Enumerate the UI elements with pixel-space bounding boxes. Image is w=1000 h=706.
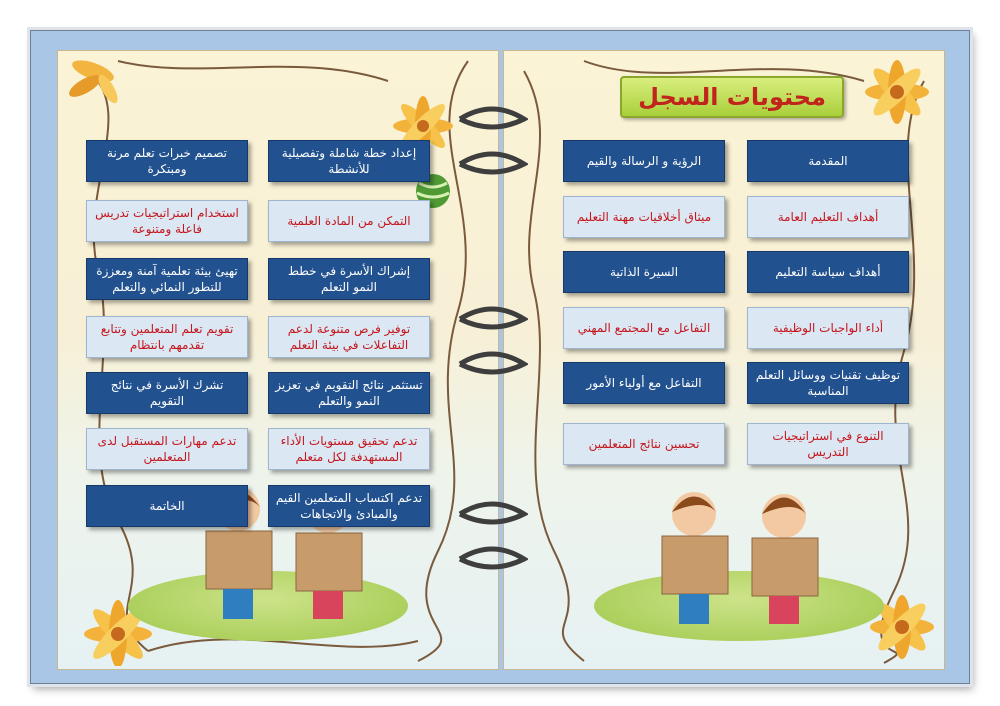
item-parents[interactable]: التفاعل مع أولياء الأمور: [563, 362, 725, 404]
item-learning-experiences[interactable]: تصميم خبرات تعلم مرنة ومبتكرة: [86, 140, 248, 182]
item-activities-plan[interactable]: إعداد خطة شاملة وتفصيلية للأنشطة: [268, 140, 430, 182]
item-professional-community[interactable]: التفاعل مع المجتمع المهني: [563, 307, 725, 349]
item-teaching-strategies[interactable]: التنوع في استراتيجيات التدريس: [747, 423, 909, 465]
item-performance-levels[interactable]: تدعم تحقيق مستويات الأداء المستهدفة لكل متعلم: [268, 428, 430, 470]
item-ethics-charter[interactable]: ميثاق أخلاقيات مهنة التعليم: [563, 196, 725, 238]
item-conclusion[interactable]: الخاتمة: [86, 485, 248, 527]
item-introduction[interactable]: المقدمة: [747, 140, 909, 182]
item-future-skills[interactable]: تدعم مهارات المستقبل لدى المتعلمين: [86, 428, 248, 470]
binder-ring-icon: [456, 500, 528, 526]
page-title: محتويات السجل: [620, 76, 844, 118]
item-learner-assessment[interactable]: تقويم تعلم المتعلمين وتتابع تقدمهم بانتظام: [86, 316, 248, 358]
binder-ring-icon: [456, 105, 528, 131]
item-learning-tech[interactable]: توظيف تقنيات ووسائل التعلم المناسبة: [747, 362, 909, 404]
item-learner-results[interactable]: تحسين نتائج المتعلمين: [563, 423, 725, 465]
item-cv[interactable]: السيرة الذاتية: [563, 251, 725, 293]
item-policy-goals[interactable]: أهداف سياسة التعليم: [747, 251, 909, 293]
children-reading-illustration-right: [644, 476, 844, 646]
item-evaluation-results[interactable]: تستثمر نتائج التقويم في تعزيز النمو والتعلم: [268, 372, 430, 414]
item-family-assessment[interactable]: تشرك الأسرة في نتائج التقويم: [86, 372, 248, 414]
item-family-involvement[interactable]: إشراك الأسرة في خطط النمو التعلم: [268, 258, 430, 300]
item-subject-mastery[interactable]: التمكن من المادة العلمية: [268, 200, 430, 242]
item-job-duties[interactable]: أداء الواجبات الوظيفية: [747, 307, 909, 349]
binder-ring-icon: [456, 350, 528, 376]
binder-ring-icon: [456, 305, 528, 331]
binder-ring-icon: [456, 545, 528, 571]
item-general-goals[interactable]: أهداف التعليم العامة: [747, 196, 909, 238]
item-vision-mission[interactable]: الرؤية و الرسالة والقيم: [563, 140, 725, 182]
item-interaction-opportunities[interactable]: توفير فرص متنوعة لدعم التفاعلات في بيئة التعلم: [268, 316, 430, 358]
flower-icon-right: [859, 56, 934, 126]
item-safe-environment[interactable]: تهيئ بيئة تعلمية آمنة ومعززة للتطور النمائي والتعلم: [86, 258, 248, 300]
leaves-icon: [63, 51, 133, 111]
binder-ring-icon: [456, 150, 528, 176]
item-effective-strategies[interactable]: استخدام استراتيجيات تدريس فاعلة ومتنوعة: [86, 200, 248, 242]
item-values-principles[interactable]: تدعم اكتساب المتعلمين القيم والمبادئ والاتجاهات: [268, 485, 430, 527]
